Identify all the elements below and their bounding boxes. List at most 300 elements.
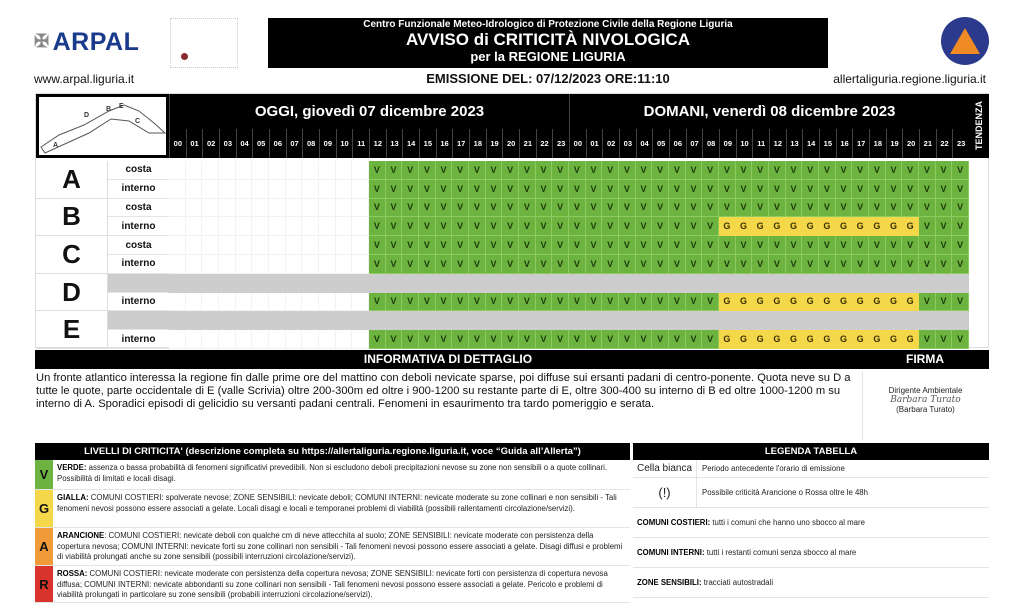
alert-cell xyxy=(286,199,303,218)
alert-cell xyxy=(619,311,636,330)
alert-cell xyxy=(319,236,336,255)
legend-row-interni xyxy=(633,538,989,568)
alert-cell: V xyxy=(652,161,669,180)
emission-date: EMISSIONE DEL: 07/12/2023 ORE:11:10 xyxy=(426,71,670,86)
alert-cell: V xyxy=(736,236,753,255)
alert-cell xyxy=(369,274,386,293)
grid-body xyxy=(36,161,990,349)
alert-cell: V xyxy=(569,161,586,180)
alert-cell xyxy=(802,274,819,293)
alert-cell: V xyxy=(486,330,503,349)
hour-label: 18 xyxy=(869,129,886,158)
tendenza-header: TENDENZA xyxy=(969,94,989,158)
alert-cell: V xyxy=(569,255,586,274)
region-title: per la REGIONE LIGURIA xyxy=(470,49,626,64)
alert-cell: G xyxy=(719,217,736,236)
alert-cell xyxy=(602,311,619,330)
hour-label: 11 xyxy=(752,129,769,158)
alert-cell: G xyxy=(852,293,869,312)
alert-cell: V xyxy=(619,161,636,180)
alert-cell xyxy=(919,274,936,293)
alert-cell xyxy=(202,293,219,312)
day1-header: OGGI, giovedì 07 dicembre 2023 xyxy=(169,94,569,129)
level-desc xyxy=(53,566,630,602)
alert-cell: V xyxy=(752,255,769,274)
alert-cell: V xyxy=(436,236,453,255)
alert-cell: V xyxy=(536,330,553,349)
alert-cell xyxy=(252,330,269,349)
alert-cell xyxy=(536,274,553,293)
zone-label-e: E xyxy=(36,311,108,349)
alert-cell: V xyxy=(486,255,503,274)
alert-cell: G xyxy=(802,330,819,349)
alert-cell: V xyxy=(769,255,786,274)
alert-cell: V xyxy=(636,293,653,312)
alert-cell xyxy=(836,311,853,330)
hour-label: 01 xyxy=(586,129,603,158)
alert-cell xyxy=(286,161,303,180)
subzone-label: interno xyxy=(108,180,169,199)
alert-cell xyxy=(352,274,369,293)
alert-cell xyxy=(269,180,286,199)
alert-cell: V xyxy=(419,255,436,274)
alert-cell: V xyxy=(486,199,503,218)
alert-cell: V xyxy=(569,236,586,255)
alert-cell xyxy=(402,274,419,293)
alert-cell xyxy=(336,180,353,199)
subzone-label xyxy=(108,274,169,293)
alert-cell: V xyxy=(402,180,419,199)
level-name: ROSSA: xyxy=(57,569,88,578)
alert-cell: V xyxy=(852,236,869,255)
alert-cell xyxy=(352,311,369,330)
alert-cell: V xyxy=(636,255,653,274)
arpal-logo-text: ARPAL xyxy=(52,28,140,56)
alert-cell: V xyxy=(819,161,836,180)
alert-cell xyxy=(852,274,869,293)
alert-cell: V xyxy=(652,217,669,236)
alert-cell xyxy=(752,274,769,293)
hour-label: 11 xyxy=(352,129,369,158)
legend-key: ZONE SENSIBILI: xyxy=(637,578,702,587)
subzone-label: interno xyxy=(108,217,169,236)
alert-cell xyxy=(569,311,586,330)
alert-cell xyxy=(202,274,219,293)
alert-cell: V xyxy=(436,199,453,218)
alert-cell xyxy=(519,311,536,330)
zone-label-d: D xyxy=(36,274,108,312)
alert-cell: V xyxy=(436,330,453,349)
alert-cell: V xyxy=(569,293,586,312)
alert-cell xyxy=(819,274,836,293)
level-desc xyxy=(53,528,630,565)
subzone-label: interno xyxy=(108,255,169,274)
alert-cell: V xyxy=(919,293,936,312)
alert-cell xyxy=(419,274,436,293)
alert-cell xyxy=(286,217,303,236)
snpa-logo xyxy=(170,18,238,68)
alert-cell xyxy=(336,217,353,236)
alert-cell xyxy=(652,311,669,330)
alert-cell: V xyxy=(386,161,403,180)
alert-cell: V xyxy=(419,217,436,236)
signature-block xyxy=(862,372,988,440)
hour-label: 16 xyxy=(836,129,853,158)
alert-cell xyxy=(902,311,919,330)
alert-cell: V xyxy=(702,180,719,199)
alert-cell xyxy=(636,274,653,293)
alert-cell: V xyxy=(719,236,736,255)
alert-cell xyxy=(336,236,353,255)
alert-cell xyxy=(202,236,219,255)
alert-cell: V xyxy=(469,236,486,255)
alert-cell: G xyxy=(836,330,853,349)
subzone-label: costa xyxy=(108,161,169,180)
alert-cell: G xyxy=(736,330,753,349)
alert-cell: V xyxy=(536,180,553,199)
firma-heading: FIRMA xyxy=(861,350,989,369)
signer-name: (Barbara Turato) xyxy=(896,405,955,414)
alert-cell xyxy=(319,199,336,218)
alert-cell xyxy=(219,199,236,218)
alert-cell: V xyxy=(952,330,969,349)
hour-label: 15 xyxy=(819,129,836,158)
hour-label: 21 xyxy=(519,129,536,158)
alert-cell xyxy=(352,199,369,218)
legend-value: tutti i comuni che hanno uno sbocco al mare xyxy=(710,518,865,527)
level-badge: V xyxy=(35,460,53,489)
hour-label: 07 xyxy=(286,129,303,158)
alert-cell: V xyxy=(952,217,969,236)
alert-cell: V xyxy=(536,217,553,236)
alert-cell: V xyxy=(369,330,386,349)
alert-cell: V xyxy=(736,255,753,274)
alert-cell: V xyxy=(436,293,453,312)
alert-cell xyxy=(236,217,253,236)
alert-cell: V xyxy=(586,217,603,236)
alert-cell xyxy=(169,199,186,218)
hour-label: 07 xyxy=(686,129,703,158)
alert-cell: V xyxy=(669,330,686,349)
alert-cell: G xyxy=(752,217,769,236)
alert-cell: V xyxy=(852,161,869,180)
alert-cell xyxy=(169,311,186,330)
alert-cell xyxy=(886,311,903,330)
alert-cell xyxy=(269,293,286,312)
hour-row xyxy=(169,129,969,158)
alert-cell xyxy=(336,311,353,330)
alert-cell: V xyxy=(836,199,853,218)
alert-cell xyxy=(302,330,319,349)
alert-cell: V xyxy=(469,293,486,312)
level-desc xyxy=(53,460,630,489)
alert-cell xyxy=(719,311,736,330)
svg-text:B: B xyxy=(106,106,112,113)
subzone-label: costa xyxy=(108,236,169,255)
hour-label: 22 xyxy=(536,129,553,158)
alert-cell: V xyxy=(702,293,719,312)
alert-cell: V xyxy=(519,330,536,349)
alert-cell: V xyxy=(686,161,703,180)
snpa-dot-icon xyxy=(181,53,188,60)
alert-cell: V xyxy=(886,161,903,180)
alert-cell: V xyxy=(519,161,536,180)
alert-cell: V xyxy=(386,255,403,274)
alert-cell xyxy=(319,217,336,236)
alert-cell: V xyxy=(419,293,436,312)
alert-cell xyxy=(386,311,403,330)
alert-cell: V xyxy=(552,161,569,180)
hour-label: 09 xyxy=(719,129,736,158)
alert-cell: G xyxy=(902,293,919,312)
alert-cell: G xyxy=(769,293,786,312)
alert-cell: V xyxy=(852,199,869,218)
alert-cell xyxy=(169,255,186,274)
protezione-civile-logo xyxy=(941,17,989,65)
alert-cell xyxy=(336,161,353,180)
alert-cell xyxy=(469,311,486,330)
alert-cell xyxy=(169,236,186,255)
alert-cell: V xyxy=(486,217,503,236)
alert-cell xyxy=(819,311,836,330)
alert-cell: V xyxy=(786,180,803,199)
alert-cell: V xyxy=(552,293,569,312)
alert-cell: V xyxy=(952,236,969,255)
alert-cell: V xyxy=(802,161,819,180)
alert-cell xyxy=(236,236,253,255)
handwritten-signature: Barbara Turato xyxy=(890,395,961,405)
alert-cell: V xyxy=(602,293,619,312)
alert-cell: V xyxy=(952,161,969,180)
alert-cell xyxy=(252,161,269,180)
alert-cell: G xyxy=(752,330,769,349)
alert-cell xyxy=(252,199,269,218)
alert-cell: V xyxy=(602,180,619,199)
alert-cell: V xyxy=(502,330,519,349)
alert-cell: V xyxy=(586,236,603,255)
hour-label: 06 xyxy=(269,129,286,158)
alert-cell xyxy=(186,274,203,293)
alert-cell: V xyxy=(436,161,453,180)
alert-cell xyxy=(202,217,219,236)
alert-cell xyxy=(786,311,803,330)
alert-cell xyxy=(352,161,369,180)
hour-label: 23 xyxy=(952,129,969,158)
alert-cell: V xyxy=(636,180,653,199)
alert-cell xyxy=(286,236,303,255)
alert-cell xyxy=(236,330,253,349)
alert-cell xyxy=(686,274,703,293)
alert-cell xyxy=(486,274,503,293)
alert-cell xyxy=(602,274,619,293)
alert-cell: V xyxy=(519,293,536,312)
hour-label: 16 xyxy=(436,129,453,158)
alert-cell: V xyxy=(369,236,386,255)
alert-cell: V xyxy=(502,161,519,180)
alert-cell: G xyxy=(719,293,736,312)
level-badge: G xyxy=(35,490,53,527)
alert-cell: V xyxy=(552,236,569,255)
zone-label-c: C xyxy=(36,236,108,274)
alert-cell: V xyxy=(436,255,453,274)
legend-key: Cella bianca xyxy=(633,460,697,477)
alert-cell: V xyxy=(702,255,719,274)
alert-cell xyxy=(269,199,286,218)
alert-cell: V xyxy=(952,180,969,199)
alert-cell: V xyxy=(486,293,503,312)
alert-cell: V xyxy=(502,236,519,255)
alert-cell: V xyxy=(636,199,653,218)
alert-cell: G xyxy=(736,293,753,312)
alert-cell xyxy=(752,311,769,330)
alert-cell xyxy=(186,180,203,199)
alert-cell: V xyxy=(402,161,419,180)
hour-label: 21 xyxy=(919,129,936,158)
alert-cell xyxy=(186,199,203,218)
alert-cell xyxy=(352,330,369,349)
alert-cell xyxy=(269,274,286,293)
alert-cell: V xyxy=(636,330,653,349)
alert-cell xyxy=(519,274,536,293)
alert-cell: V xyxy=(552,180,569,199)
alert-cell xyxy=(302,293,319,312)
alert-cell: V xyxy=(519,199,536,218)
alert-cell: V xyxy=(919,199,936,218)
alert-cell: V xyxy=(669,199,686,218)
subzone-label xyxy=(108,311,169,330)
alert-cell: G xyxy=(802,217,819,236)
alert-cell: V xyxy=(819,199,836,218)
hour-label: 20 xyxy=(902,129,919,158)
alert-cell: V xyxy=(736,180,753,199)
alert-cell: V xyxy=(386,236,403,255)
alert-cell xyxy=(302,161,319,180)
alert-cell: V xyxy=(902,236,919,255)
alert-cell: V xyxy=(869,161,886,180)
alert-cell: V xyxy=(369,161,386,180)
legend-table xyxy=(633,443,989,603)
exclamation-icon: (!) xyxy=(633,478,697,507)
legend-heading: LEGENDA TABELLA xyxy=(633,443,989,460)
alert-cell: V xyxy=(369,293,386,312)
arpal-url[interactable]: www.arpal.liguria.it xyxy=(34,72,135,86)
alert-cell xyxy=(302,236,319,255)
alert-cell: V xyxy=(902,180,919,199)
alert-cell xyxy=(552,274,569,293)
alert-cell: V xyxy=(536,161,553,180)
alert-cell: V xyxy=(469,161,486,180)
alert-cell: V xyxy=(669,293,686,312)
alert-cell: V xyxy=(786,161,803,180)
hour-label: 08 xyxy=(302,129,319,158)
alert-cell: V xyxy=(402,236,419,255)
level-name: VERDE: xyxy=(57,463,87,472)
alert-cell: G xyxy=(819,293,836,312)
alert-cell xyxy=(902,274,919,293)
alert-cell: V xyxy=(436,217,453,236)
alert-cell: V xyxy=(919,217,936,236)
alert-cell: V xyxy=(402,255,419,274)
alert-cell: V xyxy=(586,293,603,312)
level-text: assenza o bassa probabilità di fenomeni significativi prevedibili. Non si escludono deboli precipitazioni nevose su zone non sensibili o a quote collinari. Possibilità di limitati e locali disagi. xyxy=(57,463,608,483)
alert-cell: V xyxy=(586,330,603,349)
alert-cell: V xyxy=(802,236,819,255)
alert-cell xyxy=(252,180,269,199)
hour-label: 02 xyxy=(202,129,219,158)
title-box xyxy=(268,18,828,68)
alert-cell xyxy=(202,180,219,199)
hour-label: 03 xyxy=(619,129,636,158)
alert-cell xyxy=(669,311,686,330)
alert-cell: V xyxy=(586,180,603,199)
zone-label-a: A xyxy=(36,161,108,199)
alert-cell xyxy=(169,180,186,199)
subzone-label: costa xyxy=(108,199,169,218)
hour-label: 05 xyxy=(252,129,269,158)
alert-cell xyxy=(202,255,219,274)
alert-cell xyxy=(202,330,219,349)
svg-text:D: D xyxy=(84,112,90,119)
alert-cell xyxy=(169,161,186,180)
alert-cell: V xyxy=(936,330,953,349)
alert-cell xyxy=(252,274,269,293)
alert-cell xyxy=(169,217,186,236)
level-badge: R xyxy=(35,566,53,602)
alert-cell: V xyxy=(686,255,703,274)
alert-cell: V xyxy=(719,180,736,199)
alert-cell xyxy=(269,255,286,274)
alert-cell: V xyxy=(919,330,936,349)
level-text: COMUNI COSTIERI: spolverate nevose; ZONE SENSIBILI: nevicate deboli; COMUNI INTERNI: nevicate moderate su zone collinari e non sensibili - Tali fenomeni nevosi possono essere associati a gelate. Locali disagi e locali e temporanei problemi di viabilità (possibili rallentamenti circolazione/servizi). xyxy=(57,493,617,513)
alert-cell xyxy=(336,274,353,293)
alert-cell xyxy=(236,255,253,274)
alert-cell: V xyxy=(919,255,936,274)
alert-cell: V xyxy=(602,236,619,255)
hour-label: 18 xyxy=(469,129,486,158)
alert-cell xyxy=(952,311,969,330)
level-verde xyxy=(35,460,630,490)
alert-cell: G xyxy=(836,293,853,312)
alert-cell: V xyxy=(536,255,553,274)
zone-label-b: B xyxy=(36,199,108,237)
alert-cell xyxy=(219,217,236,236)
hour-label: 15 xyxy=(419,129,436,158)
alert-cell: V xyxy=(936,217,953,236)
alert-cell: V xyxy=(536,293,553,312)
alert-cell: V xyxy=(586,199,603,218)
hour-label: 23 xyxy=(552,129,569,158)
alert-cell: V xyxy=(469,255,486,274)
alert-cell xyxy=(669,274,686,293)
allerta-url[interactable]: allertaliguria.regione.liguria.it xyxy=(833,72,986,86)
alert-cell xyxy=(352,180,369,199)
alert-cell xyxy=(436,311,453,330)
alert-cell: V xyxy=(652,180,669,199)
legend-value: tutti i restanti comuni senza sbocco al mare xyxy=(704,548,857,557)
alert-cell: V xyxy=(952,255,969,274)
alert-cell xyxy=(302,217,319,236)
alert-cell xyxy=(636,311,653,330)
alert-cell xyxy=(686,311,703,330)
alert-cell xyxy=(269,330,286,349)
hour-label: 19 xyxy=(486,129,503,158)
alert-cell: G xyxy=(902,217,919,236)
alert-cell: G xyxy=(736,217,753,236)
alert-cell: V xyxy=(686,293,703,312)
alert-cell: V xyxy=(936,199,953,218)
alert-cell xyxy=(702,311,719,330)
alert-cell xyxy=(236,274,253,293)
